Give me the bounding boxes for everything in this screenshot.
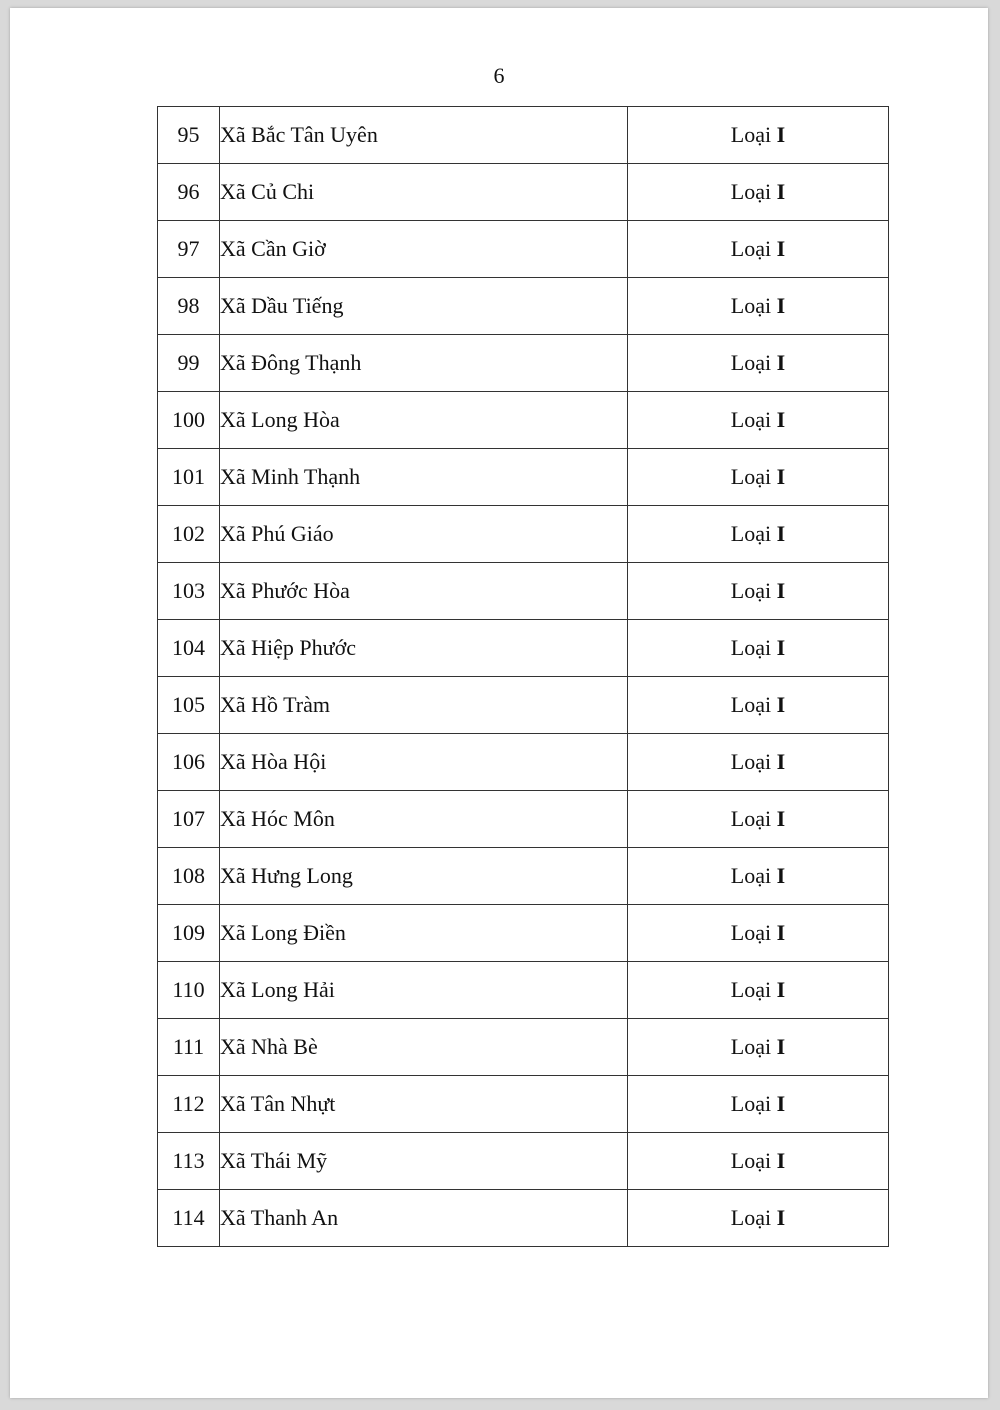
classification-cell <box>628 392 889 449</box>
classification-cell <box>628 563 889 620</box>
classification-label: Loại <box>730 749 772 774</box>
classification-cell <box>628 791 889 848</box>
classification-cell <box>628 221 889 278</box>
classification-label: Loại <box>730 122 772 147</box>
classification-label: Loại <box>730 1034 772 1059</box>
table-row <box>158 506 889 563</box>
table-row <box>158 848 889 905</box>
classification-label: Loại <box>730 635 772 660</box>
row-number: 114 <box>158 1190 220 1247</box>
row-number: 99 <box>158 335 220 392</box>
classification-grade: I <box>776 464 786 489</box>
row-number: 103 <box>158 563 220 620</box>
row-number: 113 <box>158 1133 220 1190</box>
row-number: 98 <box>158 278 220 335</box>
commune-name: Xã Thái Mỹ <box>220 1133 628 1190</box>
classification-grade: I <box>776 635 786 660</box>
classification-grade: I <box>776 977 786 1002</box>
classification-cell <box>628 677 889 734</box>
commune-classification-table <box>157 106 889 1247</box>
classification-grade: I <box>776 293 786 318</box>
classification-label: Loại <box>730 692 772 717</box>
classification-cell <box>628 107 889 164</box>
classification-cell <box>628 905 889 962</box>
table-row <box>158 335 889 392</box>
classification-cell <box>628 278 889 335</box>
row-number: 106 <box>158 734 220 791</box>
classification-grade: I <box>776 1091 786 1116</box>
row-number: 110 <box>158 962 220 1019</box>
table-row <box>158 734 889 791</box>
commune-name: Xã Nhà Bè <box>220 1019 628 1076</box>
classification-label: Loại <box>730 293 772 318</box>
table-row <box>158 1076 889 1133</box>
classification-grade: I <box>776 1034 786 1059</box>
classification-label: Loại <box>730 977 772 1002</box>
classification-cell <box>628 164 889 221</box>
classification-grade: I <box>776 521 786 546</box>
commune-name: Xã Hóc Môn <box>220 791 628 848</box>
row-number: 96 <box>158 164 220 221</box>
row-number: 102 <box>158 506 220 563</box>
commune-name: Xã Hưng Long <box>220 848 628 905</box>
commune-name: Xã Long Điền <box>220 905 628 962</box>
row-number: 107 <box>158 791 220 848</box>
commune-name: Xã Củ Chi <box>220 164 628 221</box>
classification-grade: I <box>776 1205 786 1230</box>
classification-label: Loại <box>730 521 772 546</box>
classification-label: Loại <box>730 1091 772 1116</box>
classification-label: Loại <box>730 1205 772 1230</box>
table-row <box>158 620 889 677</box>
classification-grade: I <box>776 1148 786 1173</box>
classification-label: Loại <box>730 407 772 432</box>
classification-grade: I <box>776 407 786 432</box>
classification-cell <box>628 848 889 905</box>
commune-name: Xã Thanh An <box>220 1190 628 1247</box>
table-row <box>158 905 889 962</box>
commune-name: Xã Hòa Hội <box>220 734 628 791</box>
table-row <box>158 449 889 506</box>
row-number: 105 <box>158 677 220 734</box>
classification-cell <box>628 506 889 563</box>
row-number: 109 <box>158 905 220 962</box>
classification-cell <box>628 1133 889 1190</box>
table-row <box>158 107 889 164</box>
table-row <box>158 1190 889 1247</box>
commune-name: Xã Đông Thạnh <box>220 335 628 392</box>
commune-name: Xã Long Hòa <box>220 392 628 449</box>
commune-name: Xã Long Hải <box>220 962 628 1019</box>
classification-cell <box>628 1019 889 1076</box>
classification-grade: I <box>776 920 786 945</box>
classification-label: Loại <box>730 920 772 945</box>
commune-name: Xã Phú Giáo <box>220 506 628 563</box>
classification-grade: I <box>776 236 786 261</box>
table-row <box>158 677 889 734</box>
commune-name: Xã Hồ Tràm <box>220 677 628 734</box>
table-row <box>158 392 889 449</box>
classification-label: Loại <box>730 179 772 204</box>
row-number: 112 <box>158 1076 220 1133</box>
classification-cell <box>628 335 889 392</box>
classification-grade: I <box>776 578 786 603</box>
classification-label: Loại <box>730 863 772 888</box>
table-row <box>158 791 889 848</box>
commune-name: Xã Cần Giờ <box>220 221 628 278</box>
page-number: 6 <box>493 63 505 88</box>
classification-grade: I <box>776 122 786 147</box>
classification-cell <box>628 734 889 791</box>
classification-grade: I <box>776 179 786 204</box>
classification-grade: I <box>776 749 786 774</box>
table-row <box>158 1133 889 1190</box>
row-number: 104 <box>158 620 220 677</box>
row-number: 108 <box>158 848 220 905</box>
classification-label: Loại <box>730 236 772 261</box>
table-row <box>158 962 889 1019</box>
table-row <box>158 278 889 335</box>
commune-name: Xã Tân Nhựt <box>220 1076 628 1133</box>
table-row <box>158 164 889 221</box>
classification-cell <box>628 962 889 1019</box>
commune-name: Xã Minh Thạnh <box>220 449 628 506</box>
commune-name: Xã Hiệp Phước <box>220 620 628 677</box>
row-number: 111 <box>158 1019 220 1076</box>
classification-grade: I <box>776 692 786 717</box>
classification-label: Loại <box>730 578 772 603</box>
classification-grade: I <box>776 863 786 888</box>
commune-name: Xã Bắc Tân Uyên <box>220 107 628 164</box>
table-row <box>158 221 889 278</box>
commune-name: Xã Dầu Tiếng <box>220 278 628 335</box>
commune-name: Xã Phước Hòa <box>220 563 628 620</box>
classification-grade: I <box>776 806 786 831</box>
classification-cell <box>628 620 889 677</box>
classification-label: Loại <box>730 806 772 831</box>
row-number: 97 <box>158 221 220 278</box>
classification-cell <box>628 449 889 506</box>
classification-label: Loại <box>730 1148 772 1173</box>
row-number: 101 <box>158 449 220 506</box>
table-row <box>158 563 889 620</box>
classification-label: Loại <box>730 350 772 375</box>
table-body <box>158 107 889 1247</box>
row-number: 100 <box>158 392 220 449</box>
classification-grade: I <box>776 350 786 375</box>
classification-cell <box>628 1076 889 1133</box>
row-number: 95 <box>158 107 220 164</box>
document-page <box>10 8 988 1398</box>
classification-cell <box>628 1190 889 1247</box>
classification-label: Loại <box>730 464 772 489</box>
table-row <box>158 1019 889 1076</box>
